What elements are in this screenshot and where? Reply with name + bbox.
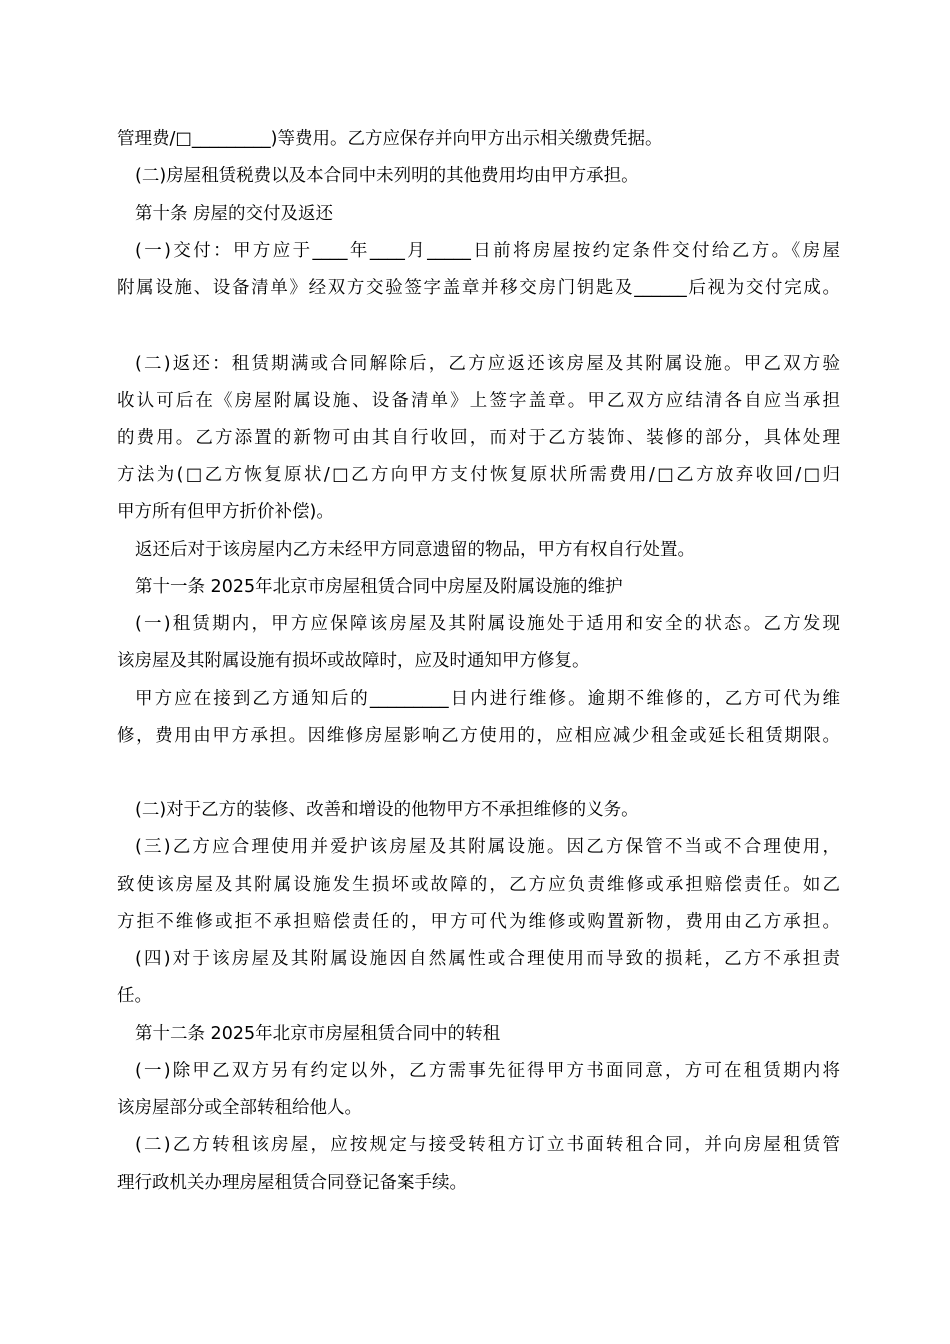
text-line: 甲方所有但甲方折价补偿)。 (117, 502, 334, 522)
text-line: 该房屋及其附属设施有损坏或故障时，应及时通知甲方修复。 (117, 651, 590, 671)
text-line: 的费用。乙方添置的新物可由其自行收回，而对于乙方装饰、装修的部分，具体处理 (117, 428, 840, 448)
text-line: (一)除甲乙双方另有约定以外，乙方需事先征得甲方书面同意，方可在租赁期内将 (135, 1061, 840, 1081)
text-line: (二)对于乙方的装修、改善和增设的他物甲方不承担维修的义务。 (135, 800, 639, 820)
text-line: 方法为(□乙方恢复原状/□乙方向甲方支付恢复原状所需费用/□乙方放弃收回/□归 (117, 465, 840, 485)
text-line: (一)租赁期内，甲方应保障该房屋及其附属设施处于适用和安全的状态。乙方发现 (135, 614, 840, 634)
text-line: (一)交付：甲方应于____年____月_____日前将房屋按约定条件交付给乙方。《房屋 (135, 241, 840, 261)
article-11-heading: 第十一条 2025年北京市房屋租赁合同中房屋及附属设施的维护 (135, 577, 623, 597)
text-line: 该房屋部分或全部转租给他人。 (117, 1098, 362, 1118)
text-line: 方拒不维修或拒不承担赔偿责任的，甲方可代为维修或购置新物，费用由乙方承担。 (117, 912, 840, 932)
text-line: 甲方应在接到乙方通知后的_________日内进行维修。逾期不维修的，乙方可代为维 (135, 689, 840, 709)
text-line: 修，费用由甲方承担。因维修房屋影响乙方使用的，应相应减少租金或延长租赁期限。 (117, 726, 840, 746)
text-line: 理行政机关办理房屋租赁合同登记备案手续。 (117, 1173, 467, 1193)
text-line: 致使该房屋及其附属设施发生损坏或故障的，乙方应负责维修或承担赔偿责任。如乙 (117, 875, 840, 895)
text-line: (二)返还：租赁期满或合同解除后，乙方应返还该房屋及其附属设施。甲乙双方验 (135, 354, 840, 374)
paragraph-fees: (二)房屋租赁税费以及本合同中未列明的其他费用均由甲方承担。 (135, 166, 639, 186)
text-line: 任。 (117, 986, 152, 1006)
article-12-heading: 第十二条 2025年北京市房屋租赁合同中的转租 (135, 1024, 501, 1044)
text-line: 收认可后在《房屋附属设施、设备清单》上签字盖章。甲乙双方应结清各自应当承担 (117, 391, 840, 411)
text-line: (三)乙方应合理使用并爱护该房屋及其附属设施。因乙方保管不当或不合理使用， (135, 837, 840, 857)
text-line: 返还后对于该房屋内乙方未经甲方同意遗留的物品，甲方有权自行处置。 (135, 540, 695, 560)
text-line: 附属设施、设备清单》经双方交验签字盖章并移交房门钥匙及______后视为交付完成。 (117, 278, 840, 298)
article-10-heading: 第十条 房屋的交付及返还 (135, 204, 334, 224)
text-line: 管理费/□_________)等费用。乙方应保存并向甲方出示相关缴费凭据。 (117, 129, 663, 149)
text-line: (二)乙方转租该房屋，应按规定与接受转租方订立书面转租合同，并向房屋租赁管 (135, 1135, 840, 1155)
text-line: (四)对于该房屋及其附属设施因自然属性或合理使用而导致的损耗，乙方不承担责 (135, 949, 840, 969)
